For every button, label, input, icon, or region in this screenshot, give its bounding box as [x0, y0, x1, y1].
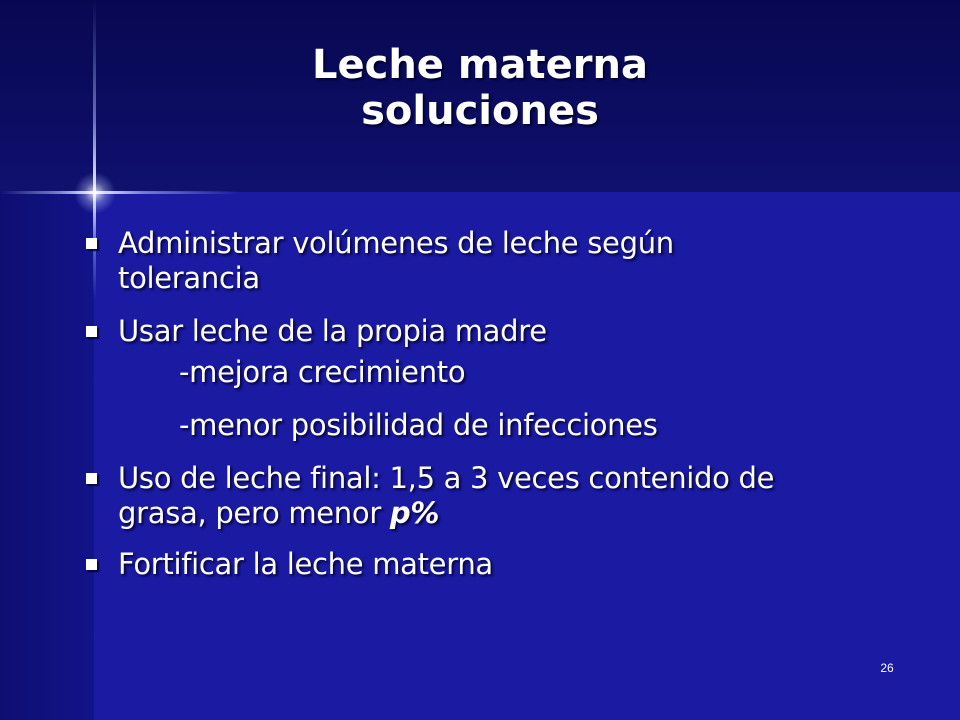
- bullet-text: Fortificar la leche materna: [118, 547, 493, 581]
- sub-item: -menor posibilidad de infecciones: [179, 408, 658, 442]
- page-number: 26: [880, 661, 894, 675]
- bullet-text: Usar leche de la propia madre: [118, 314, 547, 348]
- title-line-2: soluciones: [361, 88, 599, 134]
- bullet-item: [84, 547, 914, 582]
- bullet-text-line: Administrar volúmenes de leche según: [118, 226, 674, 260]
- title-line-1: Leche materna: [312, 42, 648, 88]
- left-strip: [0, 192, 94, 720]
- emphasis-text: p%: [389, 496, 440, 530]
- bullet-text-line: tolerancia: [118, 261, 260, 295]
- slide-title: [120, 42, 840, 134]
- square-bullet-icon: [86, 473, 97, 484]
- bullet-text-line: Uso de leche final: 1,5 a 3 veces contenido de: [118, 461, 775, 495]
- bullet-list: [84, 226, 914, 582]
- bullet-item: [84, 226, 914, 296]
- sub-item: -mejora crecimiento: [179, 355, 466, 389]
- light-flare-glow: [74, 172, 116, 214]
- bullet-item: [84, 314, 914, 349]
- bullet-item: [84, 461, 914, 531]
- light-flare-horizontal: [0, 191, 240, 194]
- square-bullet-icon: [86, 326, 97, 337]
- bullet-text-line: [118, 496, 914, 531]
- square-bullet-icon: [86, 559, 97, 570]
- bullet-text-fragment: grasa, pero menor: [118, 496, 390, 530]
- square-bullet-icon: [86, 238, 97, 249]
